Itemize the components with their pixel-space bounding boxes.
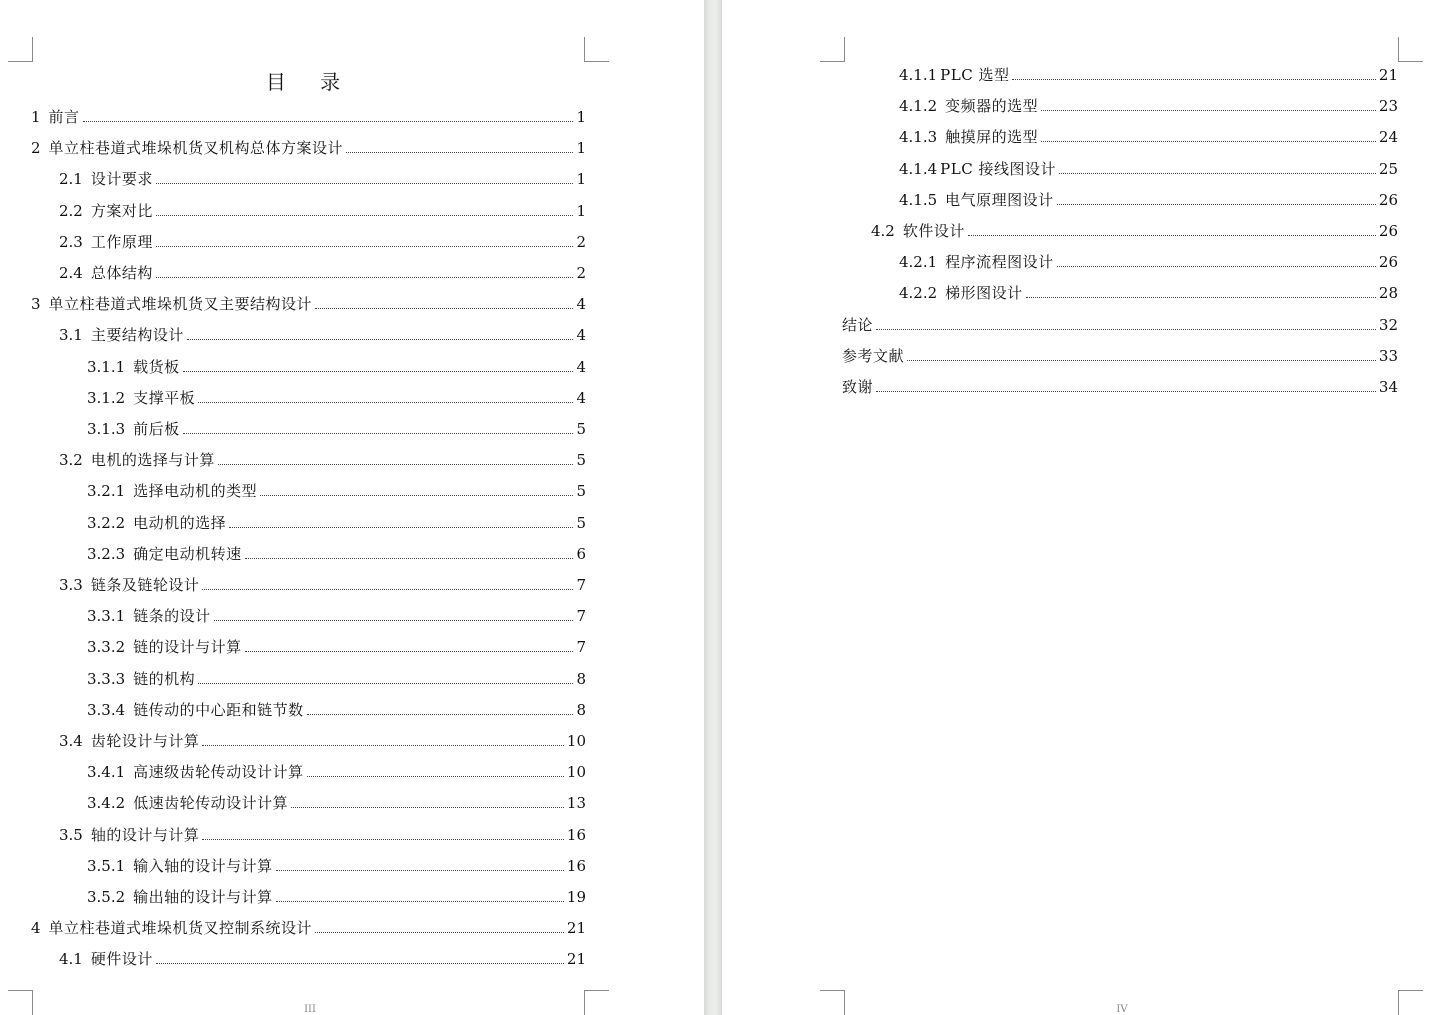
toc-entry-page: 4	[576, 388, 586, 407]
toc-entry[interactable]	[59, 231, 586, 253]
toc-entry-number: 4.2.1	[899, 253, 938, 272]
toc-entry-title: 支撑平板	[133, 388, 196, 407]
toc-entry[interactable]	[87, 699, 586, 721]
toc-dot-leader	[218, 463, 574, 465]
crop-mark-top-right	[584, 37, 609, 62]
toc-entry-title: 单立柱巷道式堆垛机货叉机构总体方案设计	[48, 139, 344, 158]
toc-dot-leader	[276, 869, 564, 871]
toc-entry-title: 电机的选择与计算	[90, 451, 215, 470]
toc-entry[interactable]	[87, 512, 586, 534]
toc-entry-page: 21	[566, 950, 586, 969]
toc-entry-title: 单立柱巷道式堆垛机货叉控制系统设计	[48, 919, 313, 938]
toc-entry-title: 载货板	[133, 357, 180, 376]
toc-dot-leader	[307, 775, 564, 777]
document-page-right	[722, 0, 1448, 1015]
toc-entry-number: 3.2.2	[87, 513, 126, 532]
toc-dot-leader	[156, 276, 574, 278]
toc-dot-leader	[183, 370, 574, 372]
toc-entry-page: 26	[1378, 253, 1398, 272]
page-number-footer: III	[304, 1004, 316, 1015]
toc-entry-title: 参考文献	[842, 346, 905, 365]
toc-entry[interactable]	[87, 636, 586, 658]
toc-entry-title: 确定电动机转速	[133, 544, 242, 563]
toc-entry-page: 7	[576, 576, 586, 594]
toc-entry-page: 23	[1378, 97, 1398, 116]
toc-entry-page: 7	[576, 607, 586, 626]
toc-entry-title: 前言	[48, 108, 80, 126]
toc-entry[interactable]	[899, 126, 1398, 148]
toc-entry-page: 10	[566, 763, 586, 782]
toc-entry-title: 致谢	[842, 378, 874, 396]
toc-entry-title: 梯形图设计	[945, 284, 1023, 303]
toc-dot-leader	[83, 120, 574, 122]
toc-entry-number: 3.5	[59, 825, 83, 844]
crop-mark-top-left	[820, 37, 845, 62]
toc-entry-number: 3.5.2	[87, 888, 126, 906]
toc-entry-number: 4.1.5	[899, 190, 938, 209]
toc-entry-title: 主要结构设计	[90, 326, 184, 345]
toc-dot-leader	[1057, 203, 1376, 205]
toc-entry[interactable]	[842, 314, 1398, 336]
toc-dot-leader	[1041, 109, 1376, 111]
toc-entry[interactable]	[87, 855, 586, 877]
toc-entry-page: 28	[1378, 284, 1398, 303]
page-separator	[704, 0, 722, 1015]
toc-entry-number: 3.1.2	[87, 388, 126, 407]
toc-entry[interactable]	[59, 449, 586, 471]
toc-entry-title: 齿轮设计与计算	[90, 732, 200, 750]
crop-mark-bottom-right	[584, 990, 609, 1015]
toc-entry-page: 34	[1378, 378, 1398, 396]
toc-entry-page: 2	[576, 264, 586, 282]
toc-entry-page: 1	[576, 108, 586, 126]
toc-dot-leader	[156, 245, 574, 247]
toc-entry[interactable]	[842, 345, 1398, 367]
toc-entry-page: 8	[576, 669, 586, 688]
toc-entry-page: 33	[1378, 346, 1398, 365]
toc-entry-page: 7	[576, 638, 586, 657]
toc-entry-number: 3.4.2	[87, 794, 126, 813]
toc-entry-page: 5	[576, 513, 586, 532]
toc-entry[interactable]	[842, 376, 1398, 398]
toc-entry-title: PLC 接线图设计	[940, 159, 1056, 178]
toc-dot-leader	[183, 432, 574, 434]
toc-entry-number: 2.1	[59, 170, 83, 189]
toc-entry[interactable]	[31, 106, 586, 128]
toc-entry-number: 2.2	[59, 201, 83, 220]
toc-dot-leader	[156, 214, 574, 216]
toc-entry-title: 电气原理图设计	[945, 190, 1054, 209]
toc-entry[interactable]	[59, 168, 586, 190]
toc-dot-leader	[876, 390, 1376, 392]
toc-entry[interactable]	[31, 917, 586, 939]
toc-entry-page: 1	[576, 170, 586, 189]
toc-dot-leader	[214, 619, 574, 621]
crop-mark-bottom-left	[8, 990, 33, 1015]
toc-entry[interactable]	[87, 668, 586, 690]
toc-entry-title: 单立柱巷道式堆垛机货叉主要结构设计	[48, 295, 313, 314]
toc-entry-title: 总体结构	[90, 264, 153, 282]
toc-entry-number: 3.2.3	[87, 544, 126, 563]
toc-entry-number: 2.3	[59, 232, 83, 251]
toc-entry[interactable]	[899, 251, 1398, 273]
toc-entry-number: 4.1.2	[899, 97, 938, 116]
toc-dot-leader	[307, 713, 574, 715]
toc-dot-leader	[245, 650, 574, 652]
toc-entry-number: 4.2	[871, 222, 895, 240]
toc-entry-number: 4	[31, 919, 41, 938]
toc-entry-title: 高速级齿轮传动设计计算	[133, 763, 304, 782]
toc-entry-number: 4.1.1	[899, 66, 938, 84]
toc-entry[interactable]	[87, 761, 586, 783]
toc-dot-leader	[876, 328, 1376, 330]
toc-entry[interactable]	[899, 64, 1398, 86]
toc-dot-leader	[907, 359, 1376, 361]
toc-dot-leader	[229, 526, 573, 528]
toc-entry-number: 4.1.3	[899, 128, 938, 147]
toc-dot-leader	[245, 557, 574, 559]
toc-entry[interactable]	[59, 574, 586, 596]
toc-entry-number: 1	[31, 108, 41, 126]
toc-dot-leader	[346, 151, 573, 153]
toc-entry-title: 选择电动机的类型	[133, 482, 258, 501]
page-number-footer: IV	[1116, 1004, 1128, 1015]
toc-entry-number: 3.3.2	[87, 638, 126, 657]
toc-entry-title: 链条的设计	[133, 607, 211, 626]
toc-entry-page: 16	[566, 856, 586, 875]
toc-entry-number: 3.1	[59, 326, 83, 345]
toc-entry-number: 4.2.2	[899, 284, 938, 303]
toc-entry-title: 设计要求	[90, 170, 153, 189]
toc-entry-page: 5	[576, 451, 586, 470]
toc-entry-page: 5	[576, 482, 586, 501]
toc-entry[interactable]	[87, 792, 586, 814]
crop-mark-top-right	[1398, 37, 1423, 62]
toc-entry-title: 链的机构	[133, 669, 196, 688]
toc-entry-number: 3.3.3	[87, 669, 126, 688]
toc-entry-page: 6	[576, 544, 586, 563]
toc-entry[interactable]	[59, 948, 586, 970]
toc-entry-title: 硬件设计	[90, 950, 153, 969]
toc-entry[interactable]	[59, 824, 586, 846]
toc-dot-leader	[202, 588, 573, 590]
toc-entry-title: 触摸屏的选型	[945, 128, 1039, 147]
toc-dot-leader	[187, 338, 574, 340]
toc-entry-page: 2	[576, 232, 586, 251]
toc-entry-title: 软件设计	[902, 222, 965, 240]
toc-entry-number: 4.1.4	[899, 159, 938, 178]
toc-entry[interactable]	[899, 189, 1398, 211]
toc-entry[interactable]	[87, 356, 586, 378]
toc-entry-number: 3.5.1	[87, 856, 126, 875]
toc-entry-number: 2	[31, 139, 41, 158]
toc-entry-page: 10	[566, 732, 586, 750]
crop-mark-bottom-right	[1398, 990, 1423, 1015]
toc-entry-page: 26	[1378, 190, 1398, 209]
toc-entry[interactable]	[31, 137, 586, 159]
toc-entry-title: 前后板	[133, 420, 180, 438]
toc-entry-number: 3.4	[59, 732, 83, 750]
toc-entry-number: 4.1	[59, 950, 83, 969]
toc-dot-leader	[198, 401, 573, 403]
toc-entry-page: 8	[576, 700, 586, 719]
toc-entry-title: 输出轴的设计与计算	[133, 888, 273, 906]
toc-dot-leader	[202, 744, 564, 746]
toc-entry[interactable]	[59, 200, 586, 222]
toc-title: 目 录	[265, 70, 355, 94]
toc-entry-title: 工作原理	[90, 232, 153, 251]
toc-entry-page: 21	[1378, 66, 1398, 84]
document-page-left	[0, 0, 704, 1015]
toc-dot-leader	[156, 962, 564, 964]
toc-entry[interactable]	[871, 220, 1398, 242]
toc-entry-page: 1	[576, 139, 586, 158]
toc-entry[interactable]	[59, 262, 586, 284]
toc-entry-number: 3.3.4	[87, 700, 126, 719]
toc-entry-page: 21	[566, 919, 586, 938]
toc-entry-number: 3.2.1	[87, 482, 126, 501]
toc-dot-leader	[1057, 265, 1376, 267]
toc-entry-title: PLC 选型	[940, 66, 1010, 84]
toc-entry-page: 19	[566, 888, 586, 906]
toc-entry-number: 3.2	[59, 451, 83, 470]
toc-entry-page: 4	[576, 295, 586, 314]
toc-entry-title: 链的设计与计算	[133, 638, 242, 657]
toc-dot-leader	[276, 900, 564, 902]
toc-entry-number: 2.4	[59, 264, 83, 282]
toc-entry-page: 32	[1378, 315, 1398, 334]
toc-entry[interactable]	[31, 293, 586, 315]
toc-entry[interactable]	[87, 387, 586, 409]
toc-entry-page: 5	[576, 420, 586, 438]
toc-dot-leader	[1026, 296, 1376, 298]
toc-entry-number: 3.1.3	[87, 420, 126, 438]
toc-entry-number: 3.1.1	[87, 357, 126, 376]
toc-entry-page: 24	[1378, 128, 1398, 147]
toc-entry-title: 链传动的中心距和链节数	[133, 700, 304, 719]
toc-entry[interactable]	[899, 158, 1398, 180]
toc-entry[interactable]	[59, 730, 586, 752]
crop-mark-bottom-left	[820, 990, 845, 1015]
toc-dot-leader	[202, 838, 564, 840]
toc-entry-title: 链条及链轮设计	[90, 576, 200, 594]
toc-dot-leader	[1041, 140, 1376, 142]
toc-entry[interactable]	[899, 282, 1398, 304]
toc-entry-page: 4	[576, 357, 586, 376]
toc-entry-page: 13	[566, 794, 586, 813]
toc-dot-leader	[291, 806, 564, 808]
toc-dot-leader	[1012, 78, 1375, 80]
crop-mark-top-left	[8, 37, 33, 62]
toc-entry-number: 3.3.1	[87, 607, 126, 626]
toc-dot-leader	[260, 494, 573, 496]
toc-entry[interactable]	[59, 324, 586, 346]
toc-entry-title: 电动机的选择	[133, 513, 227, 532]
toc-dot-leader	[1059, 172, 1376, 174]
toc-dot-leader	[315, 931, 564, 933]
toc-dot-leader	[156, 182, 574, 184]
toc-entry-page: 25	[1378, 159, 1398, 178]
toc-entry-page: 16	[566, 825, 586, 844]
toc-entry-title: 输入轴的设计与计算	[133, 856, 273, 875]
toc-entry-title: 结论	[842, 315, 874, 334]
toc-entry-title: 低速齿轮传动设计计算	[133, 794, 289, 813]
toc-entry-title: 轴的设计与计算	[90, 825, 200, 844]
toc-entry-title: 方案对比	[90, 201, 153, 220]
toc-entry-number: 3.3	[59, 576, 83, 594]
toc-entry-title: 变频器的选型	[945, 97, 1039, 116]
toc-entry-page: 4	[576, 326, 586, 345]
toc-entry[interactable]	[899, 95, 1398, 117]
toc-entry[interactable]	[87, 543, 586, 565]
toc-entry-page: 26	[1378, 222, 1398, 240]
toc-dot-leader	[315, 307, 573, 309]
toc-entry-page: 1	[576, 201, 586, 220]
toc-entry[interactable]	[87, 480, 586, 502]
toc-entry-title: 程序流程图设计	[945, 253, 1054, 272]
toc-entry[interactable]	[87, 418, 586, 440]
toc-dot-leader	[198, 682, 573, 684]
toc-entry-number: 3	[31, 295, 41, 314]
toc-entry[interactable]	[87, 886, 586, 908]
toc-entry[interactable]	[87, 605, 586, 627]
toc-entry-number: 3.4.1	[87, 763, 126, 782]
toc-dot-leader	[968, 234, 1376, 236]
